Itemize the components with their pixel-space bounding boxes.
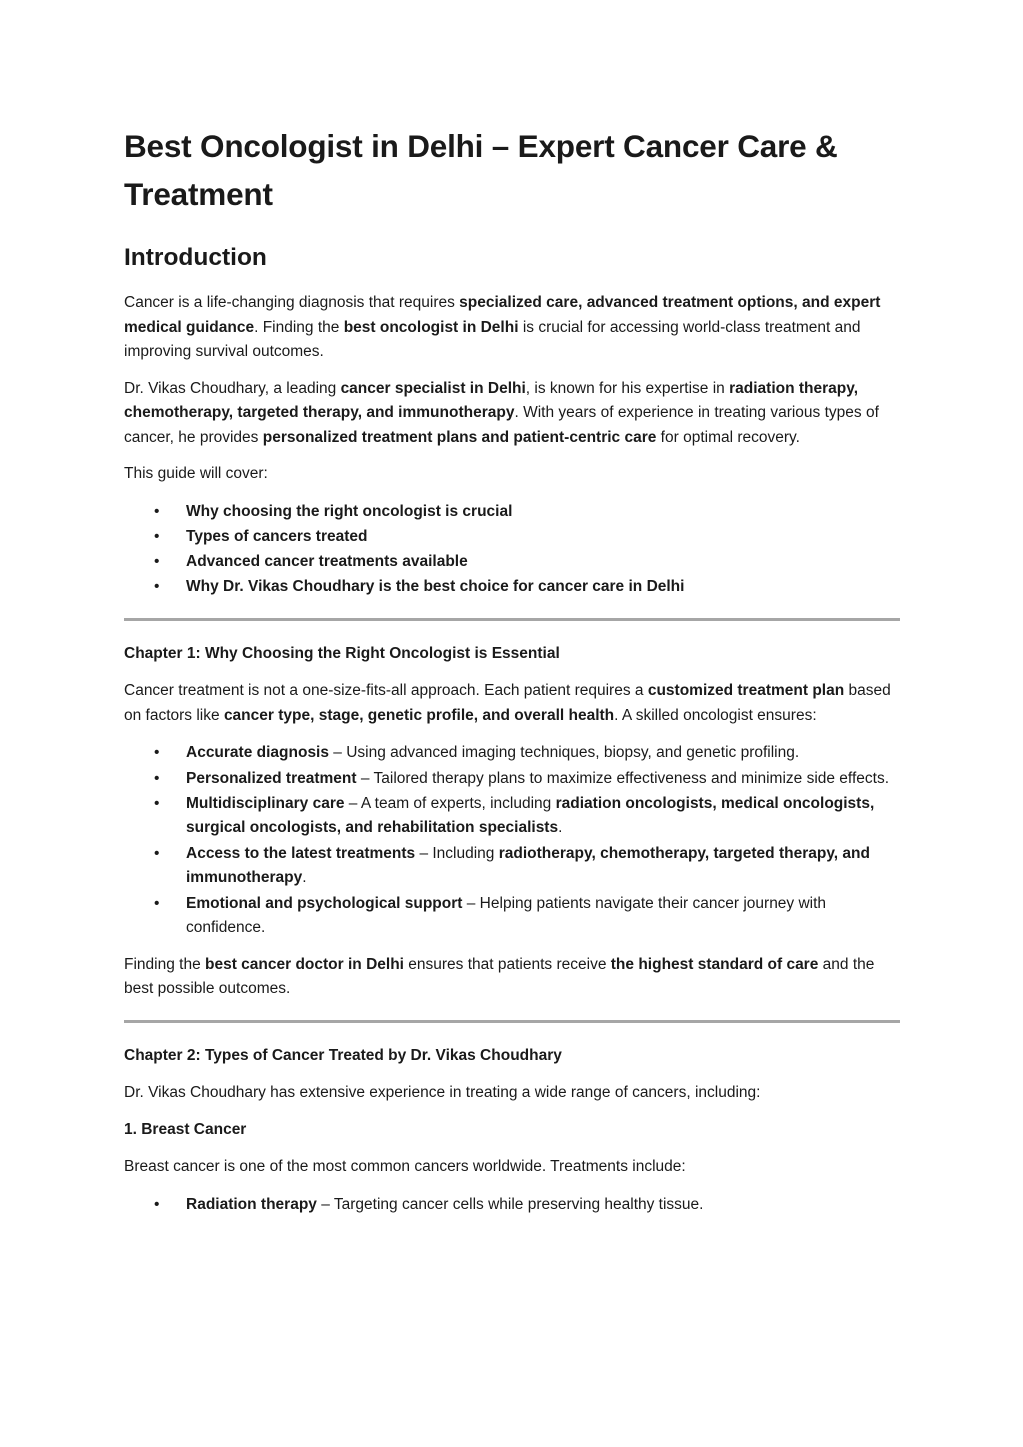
bullet-icon: • xyxy=(154,527,160,545)
intro-paragraph-2: Dr. Vikas Choudhary, a leading cancer specialist in Delhi, is known for his expertise in radiation therapy, chemotherapy, targeted therapy, and immunotherapy. With years of experience in treating various types of cancer, he provides personalized treatment plans and patient-centric care for optimal recovery. xyxy=(124,379,879,446)
list-item: • Why Dr. Vikas Choudhary is the best choice for cancer care in Delhi xyxy=(124,575,900,600)
chapter-2-heading: Chapter 2: Types of Cancer Treated by Dr. Vikas Choudhary xyxy=(124,1046,562,1064)
bullet-icon: • xyxy=(154,744,160,762)
bullet-icon: • xyxy=(154,502,160,520)
list-item: • Advanced cancer treatments available xyxy=(124,550,900,575)
list-item: • Personalized treatment – Tailored therapy plans to maximize effectiveness and minimize side effects. xyxy=(124,767,900,792)
bullet-icon: • xyxy=(154,894,160,912)
section-divider xyxy=(124,618,900,621)
bullet-icon: • xyxy=(154,844,160,862)
chapter-1-list xyxy=(124,741,900,940)
bullet-icon: • xyxy=(154,553,160,571)
chapter-1-paragraph-2: Finding the best cancer doctor in Delhi ensures that patients receive the highest standard of care and the best possible outcomes. xyxy=(124,955,875,998)
bullet-icon: • xyxy=(154,1195,160,1213)
chapter-2-paragraph-2: Breast cancer is one of the most common cancers worldwide. Treatments include: xyxy=(124,1158,686,1176)
list-item: • Access to the latest treatments – Including radiotherapy, chemotherapy, targeted therapy, and immunotherapy. xyxy=(124,842,900,891)
section-divider xyxy=(124,1020,900,1023)
bullet-icon: • xyxy=(154,769,160,787)
document-page xyxy=(124,122,900,1229)
list-item: • Types of cancers treated xyxy=(124,525,900,550)
list-item: • Emotional and psychological support – Helping patients navigate their cancer journey with confidence. xyxy=(124,892,900,941)
list-item: • Why choosing the right oncologist is crucial xyxy=(124,500,900,525)
list-item: • Accurate diagnosis – Using advanced imaging techniques, biopsy, and genetic profiling. xyxy=(124,741,900,766)
chapter-2-paragraph-1: Dr. Vikas Choudhary has extensive experience in treating a wide range of cancers, including: xyxy=(124,1084,761,1102)
bullet-icon: • xyxy=(154,578,160,596)
guide-list xyxy=(124,500,900,600)
chapter-1-heading: Chapter 1: Why Choosing the Right Oncologist is Essential xyxy=(124,644,560,662)
introduction-heading: Introduction xyxy=(124,244,267,271)
guide-intro-text: This guide will cover: xyxy=(124,465,268,482)
bullet-icon: • xyxy=(154,794,160,812)
breast-cancer-heading: 1. Breast Cancer xyxy=(124,1120,247,1138)
chapter-2-list xyxy=(124,1193,900,1218)
list-item: • Multidisciplinary care – A team of experts, including radiation oncologists, medical oncologists, surgical oncologists, and rehabilitation specialists. xyxy=(124,792,900,841)
list-item: • Radiation therapy – Targeting cancer cells while preserving healthy tissue. xyxy=(124,1193,900,1218)
intro-paragraph-1: Cancer is a life-changing diagnosis that requires specialized care, advanced treatment options, and expert medical guidance. Finding the best oncologist in Delhi is crucial for accessing world-class treatment and improving survival outcomes. xyxy=(124,294,881,360)
document-title: Best Oncologist in Delhi – Expert Cancer Care & Treatment xyxy=(124,128,838,212)
chapter-1-paragraph-1: Cancer treatment is not a one-size-fits-all approach. Each patient requires a customized treatment plan based on factors like cancer type, stage, genetic profile, and overall health. A skilled oncologist ensures: xyxy=(124,682,891,724)
